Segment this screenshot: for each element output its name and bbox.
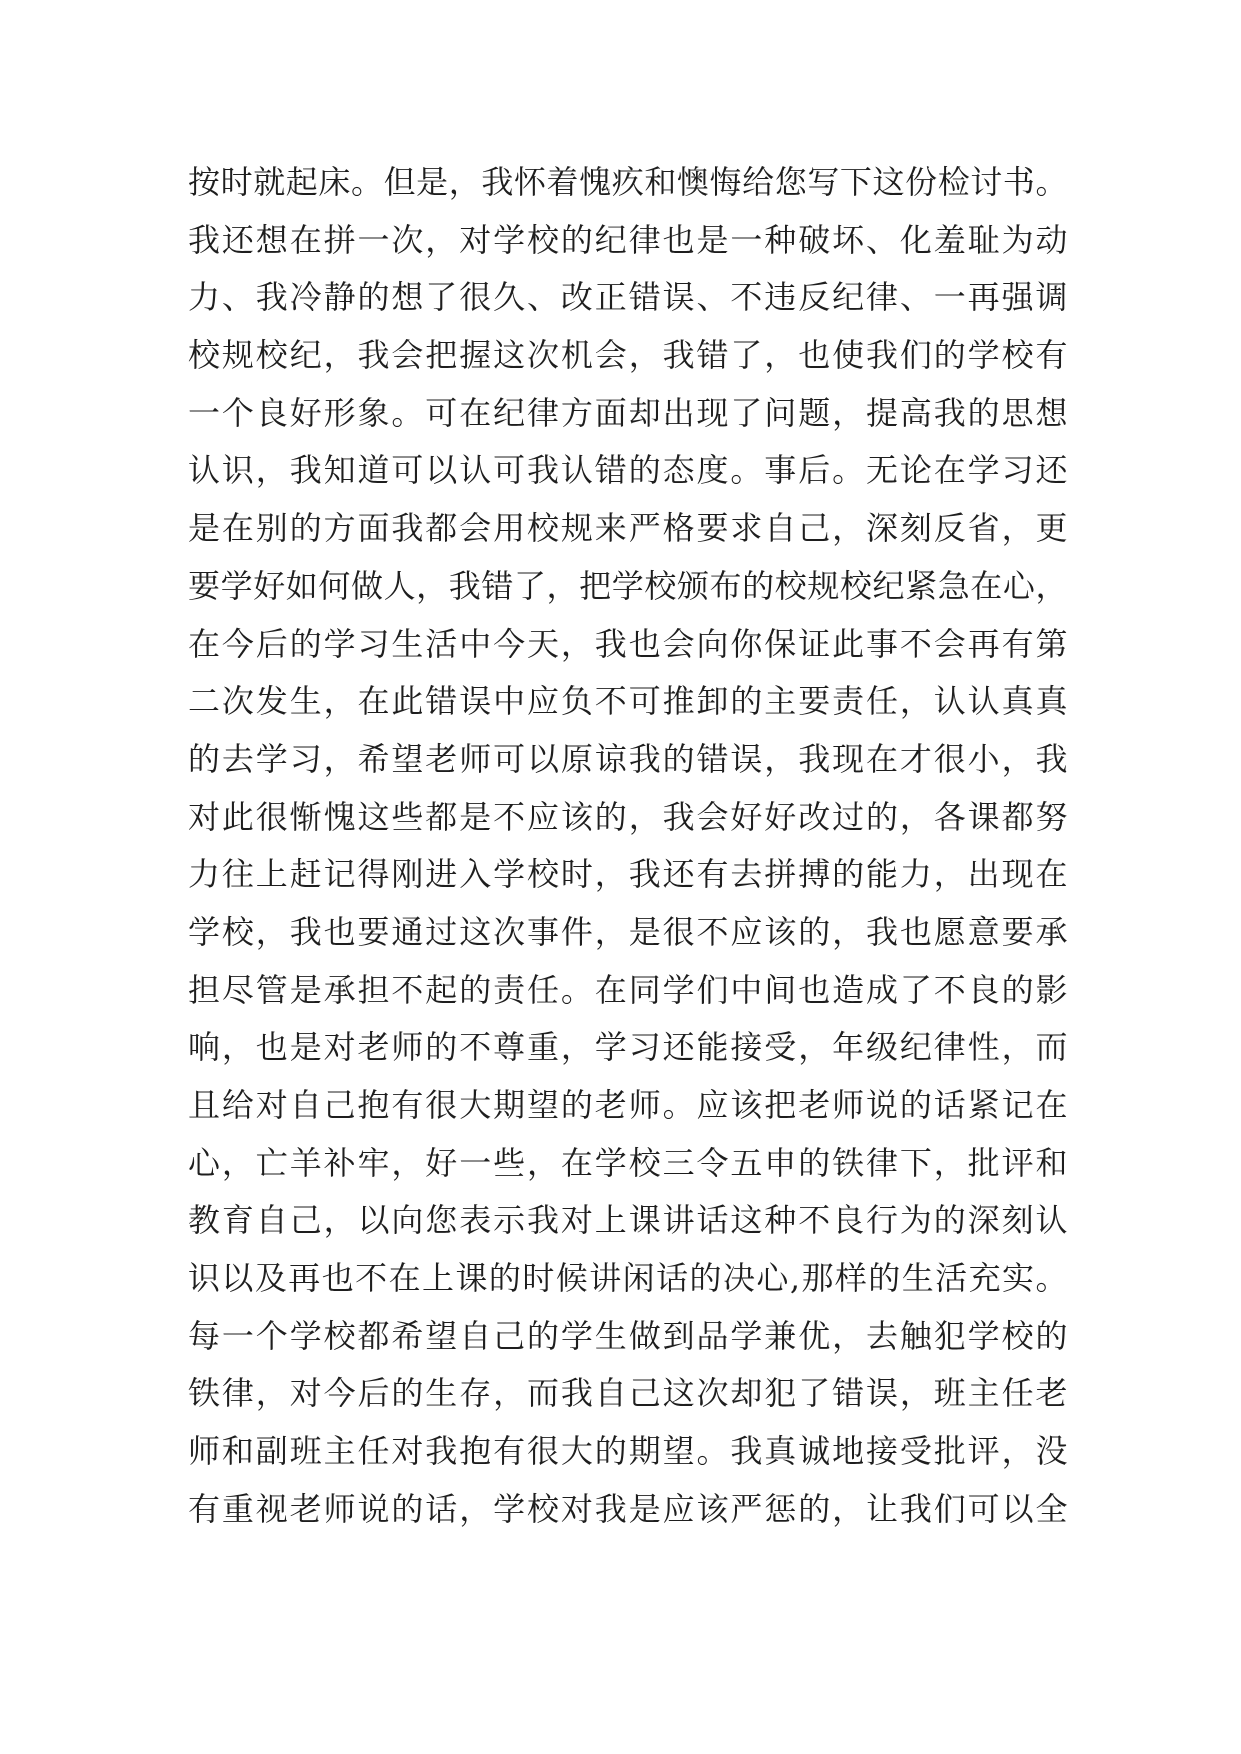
text-line: 担尽管是承担不起的责任。在同学们中间也造成了不良的影: [188, 970, 1068, 1009]
text-line: 认识，我知道可以认可我认错的态度。事后。无论在学习还: [188, 451, 1068, 490]
text-line: 的去学习，希望老师可以原谅我的错误，我现在才很小，我: [188, 739, 1068, 778]
text-line: 力往上赶记得刚进入学校时，我还有去拼搏的能力，出现在: [188, 855, 1068, 894]
text-line: 响，也是对老师的不尊重，学习还能接受，年级纪律性，而: [188, 1028, 1068, 1067]
text-line: 按时就起床。但是，我怀着愧疚和懊悔给您写下这份检讨书。: [188, 163, 1068, 201]
text-line: 力、我冷静的想了很久、改正错误、不违反纪律、一再强调: [188, 278, 1068, 317]
text-line: 校规校纪，我会把握这次机会，我错了，也使我们的学校有: [188, 336, 1068, 375]
text-line: 二次发生，在此错误中应负不可推卸的主要责任，认认真真: [188, 682, 1068, 721]
text-line: 是在别的方面我都会用校规来严格要求自己，深刻反省，更: [188, 509, 1068, 548]
text-line: 教育自己，以向您表示我对上课讲话这种不良行为的深刻认: [188, 1201, 1068, 1240]
text-line: 师和副班主任对我抱有很大的期望。我真诚地接受批评，没: [188, 1432, 1068, 1471]
body-text: [188, 154, 1068, 1539]
text-line: 在今后的学习生活中今天，我也会向你保证此事不会再有第: [188, 624, 1068, 663]
text-line: 铁律，对今后的生存，而我自己这次却犯了错误，班主任老: [188, 1374, 1068, 1413]
text-line: 有重视老师说的话，学校对我是应该严惩的，让我们可以全: [188, 1489, 1068, 1528]
text-line: 一个良好形象。可在纪律方面却出现了问题，提高我的思想: [188, 393, 1068, 432]
text-line: 且给对自己抱有很大期望的老师。应该把老师说的话紧记在: [188, 1086, 1068, 1124]
text-line: 心，亡羊补牢，好一些，在学校三令五申的铁律下，批评和: [188, 1143, 1068, 1182]
text-line: 我还想在拼一次，对学校的纪律也是一种破坏、化羞耻为动: [188, 220, 1068, 259]
text-line: 每一个学校都希望自己的学生做到品学兼优，去触犯学校的: [188, 1316, 1068, 1355]
text-line: 识以及再也不在上课的时候讲闲话的决心,那样的生活充实。: [188, 1259, 1068, 1298]
text-line: 要学好如何做人，我错了，把学校颁布的校规校纪紧急在心，: [188, 566, 1068, 605]
text-line: 对此很惭愧这些都是不应该的，我会好好改过的，各课都努: [188, 797, 1068, 836]
text-line: 学校，我也要通过这次事件，是很不应该的，我也愿意要承: [188, 912, 1068, 951]
